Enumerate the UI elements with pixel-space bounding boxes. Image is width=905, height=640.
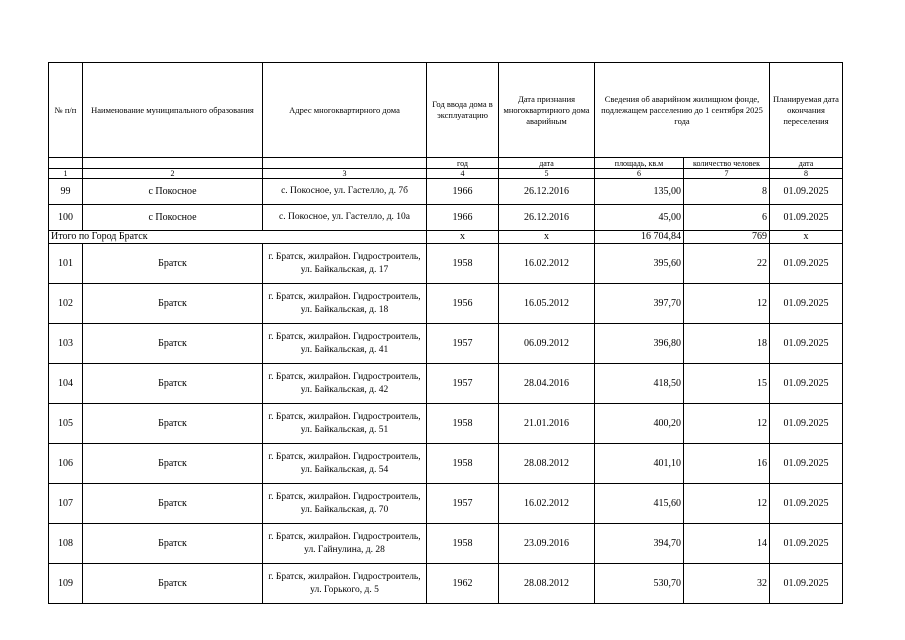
- end-date-cell: 01.09.2025: [770, 524, 843, 564]
- address-cell: с. Покосное, ул. Гастелло, д. 10а: [263, 205, 427, 231]
- total-people: 769: [684, 231, 770, 244]
- year-cell: 1966: [427, 179, 499, 205]
- address-cell: г. Братск, жилрайон. Гидростроитель, ул. Гайнулина, д. 28: [263, 524, 427, 564]
- area-cell: 394,70: [595, 524, 684, 564]
- municipality-cell: с Покосное: [83, 205, 263, 231]
- table-row: [49, 444, 843, 484]
- people-cell: 12: [684, 404, 770, 444]
- end-date-cell: 01.09.2025: [770, 364, 843, 404]
- people-cell: 6: [684, 205, 770, 231]
- area-cell: 135,00: [595, 179, 684, 205]
- area-cell: 396,80: [595, 324, 684, 364]
- municipality-cell: Братск: [83, 404, 263, 444]
- row-number: 101: [49, 244, 83, 284]
- year-cell: 1958: [427, 404, 499, 444]
- year-cell: 1958: [427, 444, 499, 484]
- municipality-cell: Братск: [83, 284, 263, 324]
- unit-end-date: дата: [770, 158, 843, 169]
- table-row: [49, 524, 843, 564]
- people-cell: 12: [684, 484, 770, 524]
- unit-people: количество человек: [684, 158, 770, 169]
- emergency-date-cell: 28.04.2016: [499, 364, 595, 404]
- table-row: [49, 324, 843, 364]
- table-row: [49, 205, 843, 231]
- units-row: [49, 158, 843, 169]
- row-number: 108: [49, 524, 83, 564]
- municipality-cell: Братск: [83, 564, 263, 604]
- end-date-cell: 01.09.2025: [770, 324, 843, 364]
- table-row: [49, 244, 843, 284]
- municipality-cell: с Покосное: [83, 179, 263, 205]
- col-number: 7: [684, 169, 770, 179]
- emergency-date-cell: 16.02.2012: [499, 244, 595, 284]
- people-cell: 12: [684, 284, 770, 324]
- year-cell: 1956: [427, 284, 499, 324]
- end-date-cell: 01.09.2025: [770, 564, 843, 604]
- unit-empty-1: [49, 158, 83, 169]
- table-row: [49, 404, 843, 444]
- unit-empty-3: [263, 158, 427, 169]
- header-fund-info: Сведения об аварийном жилищном фонде, подлежащем расселению до 1 сентября 2025 года: [595, 63, 770, 158]
- address-cell: г. Братск, жилрайон. Гидростроитель, ул. Байкальская, д. 70: [263, 484, 427, 524]
- year-cell: 1957: [427, 484, 499, 524]
- emergency-date-cell: 26.12.2016: [499, 179, 595, 205]
- total-area: 16 704,84: [595, 231, 684, 244]
- col-number: 3: [263, 169, 427, 179]
- row-number: 103: [49, 324, 83, 364]
- people-cell: 32: [684, 564, 770, 604]
- municipality-cell: Братск: [83, 324, 263, 364]
- people-cell: 14: [684, 524, 770, 564]
- header-municipality: Наименование муниципального образования: [83, 63, 263, 158]
- emergency-date-cell: 16.02.2012: [499, 484, 595, 524]
- row-number: 105: [49, 404, 83, 444]
- people-cell: 15: [684, 364, 770, 404]
- emergency-date-cell: 16.05.2012: [499, 284, 595, 324]
- end-date-cell: 01.09.2025: [770, 244, 843, 284]
- emergency-date-cell: 28.08.2012: [499, 444, 595, 484]
- address-cell: г. Братск, жилрайон. Гидростроитель, ул. Горького, д. 5: [263, 564, 427, 604]
- col-number: 2: [83, 169, 263, 179]
- table-row: [49, 364, 843, 404]
- header-year: Год ввода дома в эксплуатацию: [427, 63, 499, 158]
- table-row: [49, 179, 843, 205]
- unit-year: год: [427, 158, 499, 169]
- area-cell: 400,20: [595, 404, 684, 444]
- address-cell: с. Покосное, ул. Гастелло, д. 7б: [263, 179, 427, 205]
- total-date: x: [499, 231, 595, 244]
- header-row: [49, 63, 843, 158]
- year-cell: 1962: [427, 564, 499, 604]
- emergency-date-cell: 28.08.2012: [499, 564, 595, 604]
- end-date-cell: 01.09.2025: [770, 404, 843, 444]
- total-label: Итого по Город Братск: [49, 231, 427, 244]
- area-cell: 45,00: [595, 205, 684, 231]
- header-address: Адрес многоквартирного дома: [263, 63, 427, 158]
- address-cell: г. Братск, жилрайон. Гидростроитель, ул. Байкальская, д. 54: [263, 444, 427, 484]
- row-number: 99: [49, 179, 83, 205]
- emergency-date-cell: 26.12.2016: [499, 205, 595, 231]
- people-cell: 16: [684, 444, 770, 484]
- municipality-cell: Братск: [83, 444, 263, 484]
- header-number: № п/п: [49, 63, 83, 158]
- area-cell: 530,70: [595, 564, 684, 604]
- end-date-cell: 01.09.2025: [770, 444, 843, 484]
- row-number: 106: [49, 444, 83, 484]
- emergency-date-cell: 06.09.2012: [499, 324, 595, 364]
- municipality-cell: Братск: [83, 484, 263, 524]
- area-cell: 401,10: [595, 444, 684, 484]
- col-number: 1: [49, 169, 83, 179]
- total-end-date: x: [770, 231, 843, 244]
- municipality-cell: Братск: [83, 364, 263, 404]
- area-cell: 418,50: [595, 364, 684, 404]
- column-numbers-row: [49, 169, 843, 179]
- total-year: x: [427, 231, 499, 244]
- emergency-date-cell: 23.09.2016: [499, 524, 595, 564]
- address-cell: г. Братск, жилрайон. Гидростроитель, ул. Байкальская, д. 18: [263, 284, 427, 324]
- address-cell: г. Братск, жилрайон. Гидростроитель, ул. Байкальская, д. 42: [263, 364, 427, 404]
- unit-area: площадь, кв.м: [595, 158, 684, 169]
- col-number: 4: [427, 169, 499, 179]
- municipality-cell: Братск: [83, 244, 263, 284]
- area-cell: 397,70: [595, 284, 684, 324]
- unit-empty-2: [83, 158, 263, 169]
- col-number: 8: [770, 169, 843, 179]
- address-cell: г. Братск, жилрайон. Гидростроитель, ул. Байкальская, д. 51: [263, 404, 427, 444]
- end-date-cell: 01.09.2025: [770, 179, 843, 205]
- table-row: [49, 284, 843, 324]
- emergency-date-cell: 21.01.2016: [499, 404, 595, 444]
- row-number: 104: [49, 364, 83, 404]
- header-date: Дата признания многоквартирного дома аварийным: [499, 63, 595, 158]
- people-cell: 22: [684, 244, 770, 284]
- unit-date: дата: [499, 158, 595, 169]
- header-end-date: Планируемая дата окончания переселения: [770, 63, 843, 158]
- year-cell: 1957: [427, 324, 499, 364]
- end-date-cell: 01.09.2025: [770, 205, 843, 231]
- housing-table: [48, 62, 843, 604]
- row-number: 107: [49, 484, 83, 524]
- end-date-cell: 01.09.2025: [770, 284, 843, 324]
- municipality-cell: Братск: [83, 524, 263, 564]
- col-number: 6: [595, 169, 684, 179]
- col-number: 5: [499, 169, 595, 179]
- year-cell: 1957: [427, 364, 499, 404]
- row-number: 100: [49, 205, 83, 231]
- address-cell: г. Братск, жилрайон. Гидростроитель, ул. Байкальская, д. 41: [263, 324, 427, 364]
- people-cell: 18: [684, 324, 770, 364]
- row-number: 109: [49, 564, 83, 604]
- year-cell: 1966: [427, 205, 499, 231]
- table-row: [49, 564, 843, 604]
- area-cell: 415,60: [595, 484, 684, 524]
- row-number: 102: [49, 284, 83, 324]
- address-cell: г. Братск, жилрайон. Гидростроитель, ул. Байкальская, д. 17: [263, 244, 427, 284]
- area-cell: 395,60: [595, 244, 684, 284]
- table-row: [49, 484, 843, 524]
- total-row: [49, 231, 843, 244]
- people-cell: 8: [684, 179, 770, 205]
- year-cell: 1958: [427, 524, 499, 564]
- year-cell: 1958: [427, 244, 499, 284]
- end-date-cell: 01.09.2025: [770, 484, 843, 524]
